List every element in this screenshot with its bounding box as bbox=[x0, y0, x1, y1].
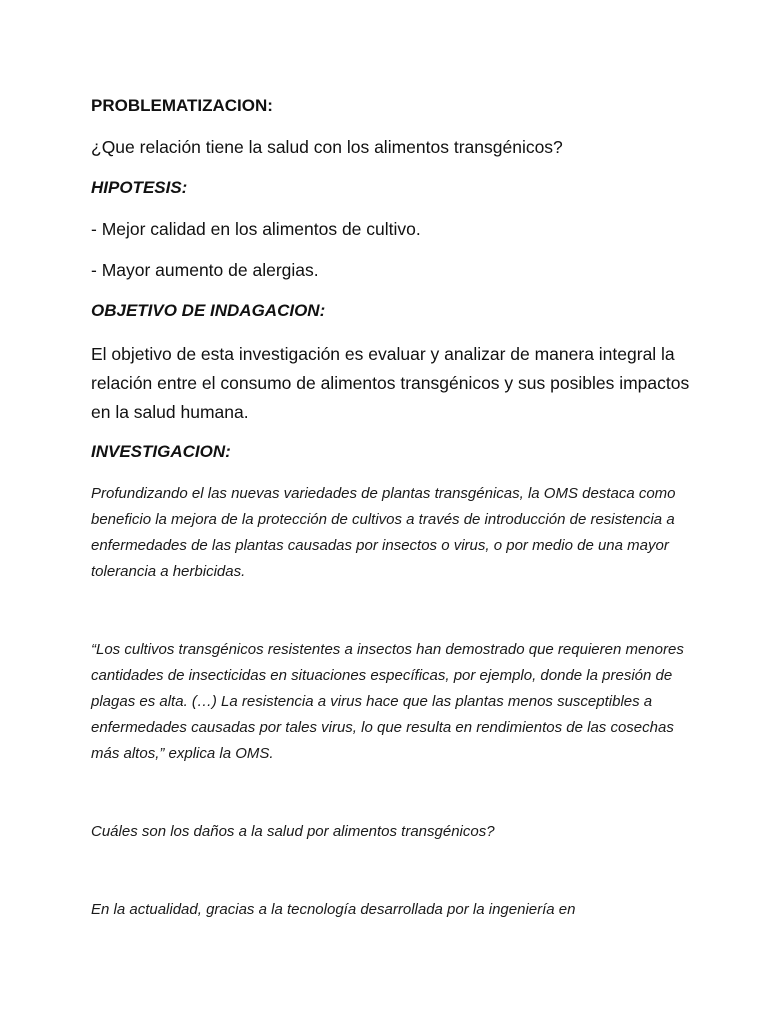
hypothesis-item: - Mejor calidad en los alimentos de cultivo. bbox=[91, 219, 421, 239]
objective-heading: OBJETIVO DE INDAGACION: bbox=[91, 301, 326, 320]
investigation-quote: “Los cultivos transgénicos resistentes a insectos han demostrado que requieren menores cantidades de insecticidas en situaciones específicas, por ejemplo, donde la presión de plagas es alta. (…) La resistencia a virus hace que las plantas menos susceptibles a enfermedades causadas por tales virus, lo que resulta en rendimientos de las cosechas más altos,” explica la OMS. bbox=[91, 641, 684, 762]
problem-heading: PROBLEMATIZACION: bbox=[91, 96, 273, 115]
investigation-paragraph-last: En la actualidad, gracias a la tecnología desarrollada por la ingeniería en bbox=[91, 901, 576, 918]
document-body bbox=[91, 94, 691, 923]
objective-text: El objetivo de esta investigación es evaluar y analizar de manera integral la relación entre el consumo de alimentos transgénicos y sus posibles impactos en la salud humana. bbox=[91, 344, 690, 422]
investigation-heading: INVESTIGACION: bbox=[91, 442, 231, 461]
problem-question: ¿Que relación tiene la salud con los alimentos transgénicos? bbox=[91, 137, 563, 157]
investigation-question: Cuáles son los daños a la salud por alimentos transgénicos? bbox=[91, 823, 495, 840]
hypothesis-item: - Mayor aumento de alergias. bbox=[91, 260, 319, 280]
investigation-paragraph: Profundizando el las nuevas variedades de plantas transgénicas, la OMS destaca como beneficio la mejora de la protección de cultivos a través de introducción de resistencia a enfermedades de las plantas causadas por insectos o virus, o por medio de una mayor tolerancia a herbicidas. bbox=[91, 485, 676, 580]
hypothesis-heading: HIPOTESIS: bbox=[91, 178, 188, 197]
